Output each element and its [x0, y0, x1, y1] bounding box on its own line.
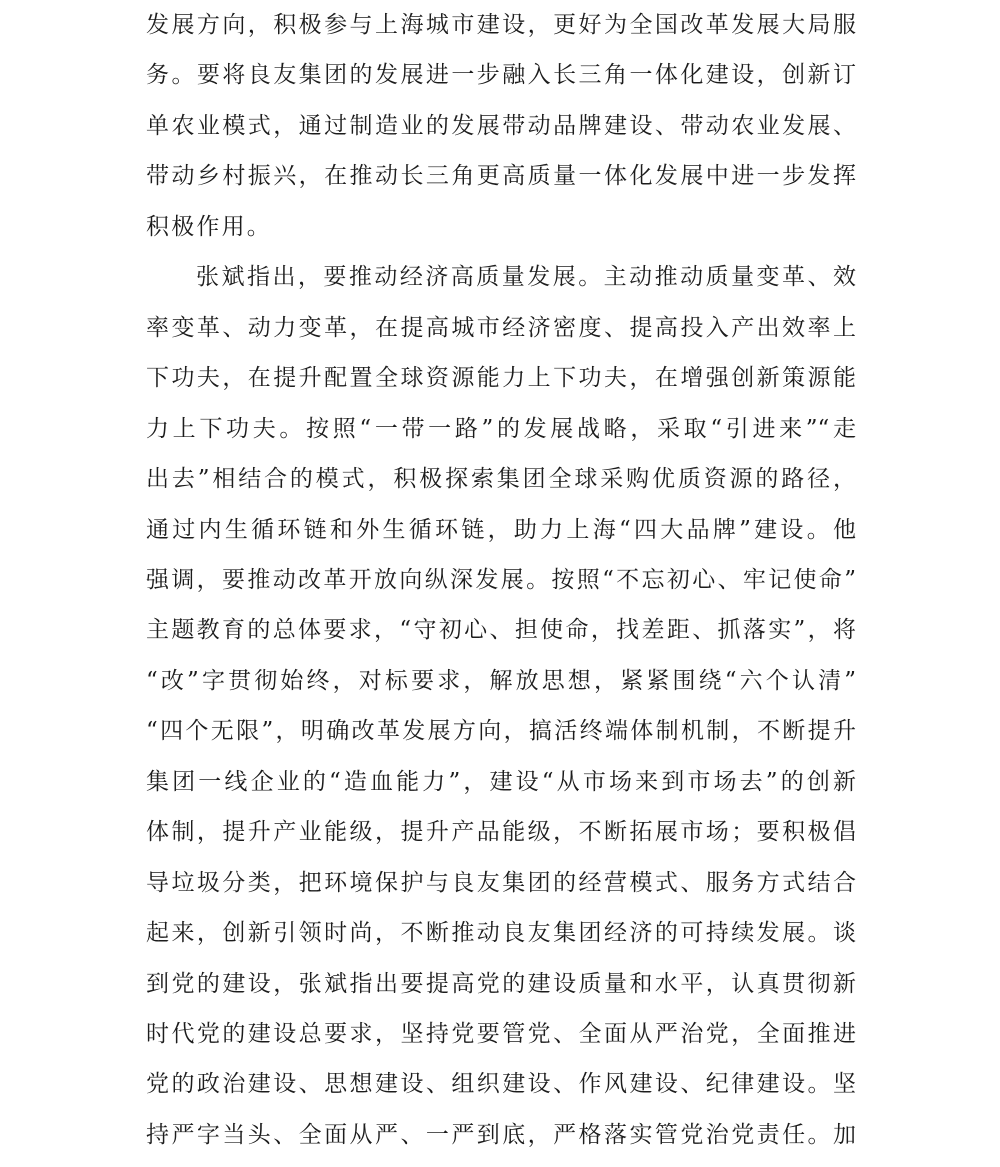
text-line: 率变革、动力变革，在提高城市经济密度、提高投入产出效率上: [146, 314, 856, 341]
text-line: 持严字当头、全面从严、一严到底，严格落实管党治党责任。加: [146, 1121, 856, 1148]
text-line: “改”字贯彻始终，对标要求，解放思想，紧紧围绕“六个认清”: [146, 667, 856, 694]
text-line: 带动乡村振兴，在推动长三角更高质量一体化发展中进一步发挥: [146, 163, 856, 190]
text-line: 单农业模式，通过制造业的发展带动品牌建设、带动农业发展、: [146, 112, 856, 139]
text-line: 党的政治建设、思想建设、组织建设、作风建设、纪律建设。坚: [146, 1071, 856, 1098]
text-line: 出去”相结合的模式，积极探索集团全球采购优质资源的路径，: [146, 466, 856, 493]
text-line: 通过内生循环链和外生循环链，助力上海“四大品牌”建设。他: [146, 516, 856, 543]
text-line: 发展方向，积极参与上海城市建设，更好为全国改革发展大局服: [146, 12, 856, 38]
text-line: 强调，要推动改革开放向纵深发展。按照“不忘初心、牢记使命”: [146, 566, 856, 593]
text-line: 力上下功夫。按照“一带一路”的发展战略，采取“引进来”“走: [146, 415, 856, 442]
text-line: “四个无限”，明确改革发展方向，搞活终端体制机制，不断提升: [146, 718, 856, 745]
paragraph-first-line: 张斌指出，要推动经济高质量发展。主动推动质量变革、效: [196, 264, 856, 291]
text-line: 下功夫，在提升配置全球资源能力上下功夫，在增强创新策源能: [146, 365, 856, 392]
text-line: 集团一线企业的“造血能力”，建设“从市场来到市场去”的创新: [146, 768, 856, 795]
text-line: 起来，创新引领时尚，不断推动良友集团经济的可持续发展。谈: [146, 920, 856, 947]
text-line: 主题教育的总体要求，“守初心、担使命，找差距、抓落实”，将: [146, 617, 856, 644]
text-line: 导垃圾分类，把环境保护与良友集团的经营模式、服务方式结合: [146, 869, 856, 896]
text-line: 到党的建设，张斌指出要提高党的建设质量和水平，认真贯彻新: [146, 970, 856, 997]
text-line: 积极作用。: [146, 213, 272, 240]
text-line: 时代党的建设总要求，坚持党要管党、全面从严治党，全面推进: [146, 1021, 856, 1047]
text-line: 务。要将良友集团的发展进一步融入长三角一体化建设，创新订: [146, 62, 856, 89]
text-line: 体制，提升产业能级，提升产品能级，不断拓展市场；要积极倡: [146, 819, 856, 846]
